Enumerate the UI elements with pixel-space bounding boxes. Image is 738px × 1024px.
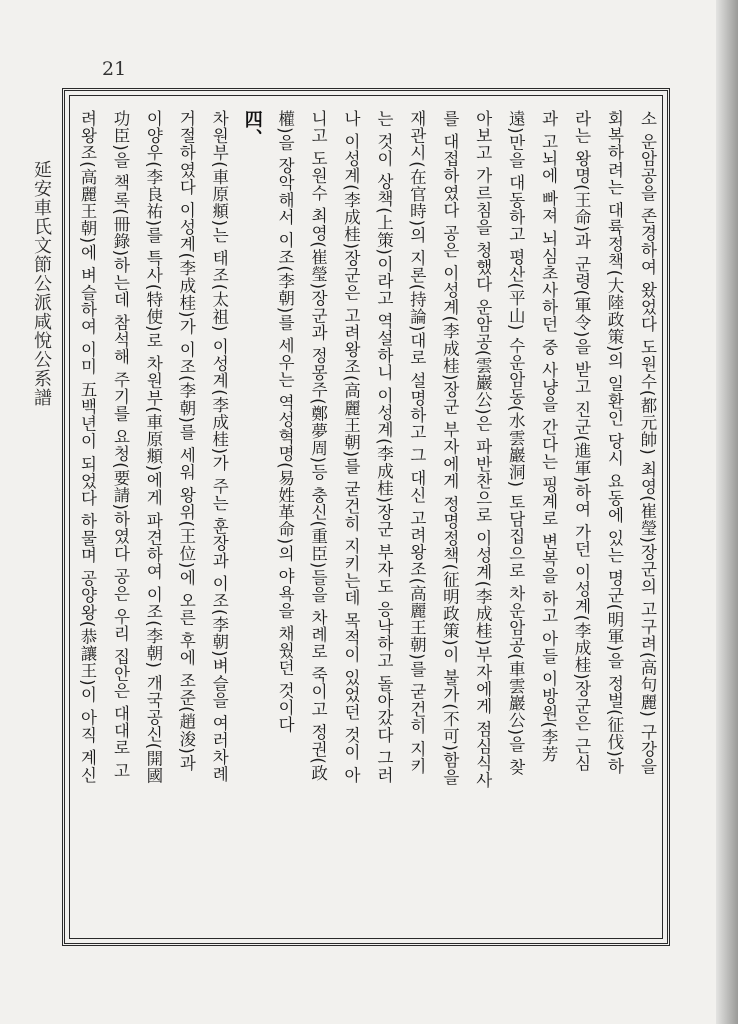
text-column: 회복하려는 대륙정책(大陸政策)의 일환인 당시 요동에 있는 명군(明軍)을 정벌(征伐)하 [605,110,624,775]
text-column: 아보고 가르침을 청했다 운암공(雲巖公)은 파반찬으로 이성계(李成桂)부자에게 점심식사 [473,110,493,789]
text-column: 소 운암공을 존경하여 왔었다 도원수(都元帥) 최영(崔瑩)장군의 고구려(高句麗) 구강을 [637,110,657,775]
side-title: 延安車氏文節公派咸悅公系譜 [31,160,52,407]
text-column: 과 고뇌에 빠져 뇌심초사하던 중 사냥을 간다는 핑계로 변복을 하고 아들 이방원(李芳 [539,110,559,763]
text-column: 려왕조(高麗王朝)에 벼슬하여 이미 五백년이 되었다 하물며 공양왕(恭讓王)이 아직 계신 [78,110,97,784]
page-edge-shadow [716,0,738,1024]
text-column: 權)을 장악해서 이조(李朝)를 세우는 역성혁명(易姓革命)의 야욕을 채웠던 것이다 [275,110,295,734]
text-block [74,110,660,936]
text-column: 는 것이 상책(上策)이라고 역설하니 이성계(李成桂)장군 부자도 응낙하고 돌아갔다 그러 [374,110,394,784]
text-column: 를 대접하였다 공은 이성계(李成桂)장군 부자에게 정명정책(征明政策)이 불가(不可)함을 [440,110,460,786]
text-column: 나 이성계(李成桂)장군은 고려왕조(高麗王朝)를 굳건히 지키는데 목적이 있었던 것이 아 [341,110,361,784]
section-marker: 四、 [241,110,263,148]
text-column: 이양우(李良祐)를 특사(特使)로 차원부(車原頫)에게 파견하여 이조(李朝) 개국공신(開國 [143,110,163,784]
text-column: 遠)만을 대동하고 평산(平山) 수운암동(水雲巖洞) 토담집으로 차운암공(車雲巖公)을 찾 [506,110,526,776]
text-column: 니고 도원수 최영(崔瑩)장군과 정몽주(鄭夢周)등 충신(重臣)들을 차례로 죽이고 정권(政 [308,110,328,782]
text-column: 거절하였다 이성계(李成桂)가 이조(李朝)를 세워 왕위(王位)에 오른 후에 조준(趙浚)과 [176,110,196,772]
page-number: 21 [102,58,127,80]
text-column: 라는 왕명(王命)과 군령(軍令)을 받고 진군(進軍)하여 가던 이성계(李成桂)장군은 근심 [572,110,592,772]
text-column: 차원부(車原頫)는 태조(太祖) 이성계(李成桂)가 주는 훈장과 이조(李朝)벼슬을 여러차례 [209,110,229,783]
text-column: 功臣)을 책록(冊錄)하는데 참석해 주기를 요청(要請)하였다 공은 우리 집안은 대대로 고 [110,110,130,780]
text-column: 재관시(在官時)의 지론(持論)대로 설명하고 그 대신 고려왕조(高麗王朝)를 굳건히 지키 [407,110,427,775]
